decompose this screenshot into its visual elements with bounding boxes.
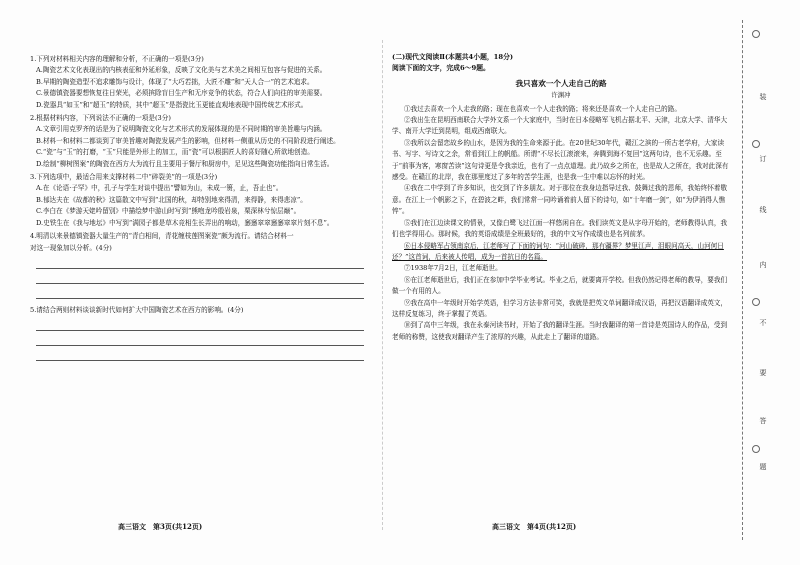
question-1-option-a: A.陶瓷艺术文化表现出的内核表征和外延形象，反映了文化美与艺术美之间相互包容与促进的关系。 xyxy=(36,66,327,75)
page-footer-left: 高三语文 第3页(共12页) xyxy=(118,522,203,531)
question-1 xyxy=(30,54,370,111)
question-1-option-c: C.景德镇瓷器要想恢复往日荣光，必须摈除盲目生产和无序竞争的状态，符合人们向往的审美需要。 xyxy=(36,89,327,98)
question-2-option-b: B.材料一和材料二都谈到了审美旨趣对陶瓷发展产生的影响，但材料一侧重从历史的不同阶段进行阐述。 xyxy=(36,136,340,145)
question-2-option-a: A.文章引用克罗齐的话是为了说明陶瓷文化与艺术形式的发展体现的是不同时期的审美旨趣与内涵。 xyxy=(36,125,327,134)
passage-paragraph: ⑩到了高中三年级，我在永泰河读书时，开始了我的翻译生涯。当时我翻译的第一首诗是英国诗人的作品，受到老师的称赞，这使我对翻译产生了浓厚的兴趣，从此走上了翻译的道路。 xyxy=(392,321,728,341)
question-1-option-b: B.早期的陶瓷造型不追求雕饰与设计，体现了“大巧若拙，大匠不雕”和“天人合一”的艺术追求。 xyxy=(36,77,314,86)
question-1-stem: 1.下列对材料相关内容的理解和分析，不正确的一项是(3分) xyxy=(30,55,204,63)
passage-paragraph: ⑤我们在江边读课文的情景，又像白鹭飞过江面一样悠闲自在。我们读英文是从字母开始的，老师教得认真，我们也学得用心。那时候，我的英语成绩是全班最好的，我的中文写作成绩也是名列前茅。 xyxy=(392,218,728,239)
binding-char: 题 xyxy=(759,463,767,471)
passage-paragraph: ④我在二中学到了许多知识，也交到了许多朋友。对于那位在我身边指导过我、鼓舞过我的恩师，我始终怀着敬意。在江上一个帆影之下，在碧波之畔，我们常常一同吟诵着前人留下的诗句，如“十年磨一剑”，如“为伊消得人憔悴”。 xyxy=(392,184,728,216)
question-2-stem: 2.根据材料内容，下列说法不正确的一项是(3分) xyxy=(30,114,171,123)
question-3-stem: 3.下列选项中，最适合用来支撑材料二中“碎裂美”的一项是(3分) xyxy=(30,173,218,182)
binding-char: 线 xyxy=(759,206,767,214)
reading-instruction: 阅读下面的文字，完成6～9题。 xyxy=(392,64,490,73)
page-divider xyxy=(382,40,383,530)
answer-line[interactable] xyxy=(36,254,364,269)
page-footer-right: 高三语文 第4页(共12页) xyxy=(492,522,577,531)
right-column xyxy=(392,52,730,343)
binding-hole-icon xyxy=(752,445,760,453)
passage-paragraph: ⑨我在高中一年级时开始学英语，但学习方法非常可笑，我就是把英文单词翻译成汉语，再把汉语翻译成英文，这样反复练习，终于掌握了英语。 xyxy=(392,298,728,318)
question-5 xyxy=(30,305,370,361)
question-4-stem-line2: 对这一现象加以分析。(4分) xyxy=(30,243,112,252)
passage-author: 许渊冲 xyxy=(551,91,571,100)
left-column xyxy=(30,52,370,361)
question-3-option-b: B.郁达夫在《故都的秋》这篇散文中写到“北国的秋，却特别地来得清，来得静，来得悲凉”。 xyxy=(36,195,307,204)
passage-paragraph: ①我过去喜欢一个人走我的路；现在也喜欢一个人走我的路；将来还是喜欢一个人走自己的路。 xyxy=(404,104,681,113)
passage-paragraph: ⑥日本侵略军占领南京后，江老师写了下面的词句：“河山破碎，那有疆界？梦里江声，泪眼问高天，山河何日还？”这首词，后来被人传唱，成为一首抗日的名篇。 xyxy=(392,241,724,261)
passage-paragraph: ②我出生在昆明西南联合大学外文系一个大家庭中，当时在日本侵略军飞机占据北平、天津，北京大学、清华大学、南开大学迁到昆明，组成西南联大。 xyxy=(392,116,728,136)
binding-char: 订 xyxy=(759,155,767,163)
binding-char: 不 xyxy=(759,319,767,327)
answer-line[interactable] xyxy=(36,346,364,361)
question-1-option-d: D.瓷器具“如玉”和“超玉”的特质，其中“超玉”是指瓷比玉更能直观地表现中国传统艺术形式。 xyxy=(36,100,308,109)
question-4-stem-line1: 4.明清以来景德镇瓷器大量生产的“青白相间，青花缠枝莲图案瓷”颇为流行。请结合材料一 xyxy=(30,232,294,241)
question-3-option-a: A.在《论语·子罕》中，孔子与学生对谈中提出“譬如为山，未成一篑，止，吾止也”。 xyxy=(36,184,283,193)
question-5-stem: 5.请结合两则材料谈谈新时代如何扩大中国陶瓷艺术在西方的影响。(4分) xyxy=(30,305,244,314)
passage-paragraph: ③我所以会留恋故乡的山水，是因为我的生命来源于此。在20世纪30年代，赣江之滨的一所古老学府，大家读书、写字、写诗文之余，常看到江上的帆船。所谓“不尽长江滚滚来，奔腾到海不复回”这两句诗，也不无乐趣。至于“前事为客，寒窗苦读”这句诗更是令我亲近，也有了一点点道理。此乃故乡之所在，也是故人之所在，我对此深有感受。在赣江的北岸，我在那里度过了多年的苦学生涯，也是我一生中难以忘怀的时光。 xyxy=(392,138,729,182)
answer-line[interactable] xyxy=(36,284,364,299)
passage-paragraph: ⑧在江老师逝世后，我们正在参加中学毕业考试。毕业之后，就要离开学校。但我仍然记得老师的教导，要我们做一个有用的人。 xyxy=(392,275,728,296)
passage-title: 我只喜欢一个人走自己的路 xyxy=(515,78,607,88)
answer-line[interactable] xyxy=(36,316,364,331)
question-2-option-d: D.绘制“柳树图案”的陶瓷在西方大为流行且主要用于餐厅和厨房中，足见这些陶瓷功能指向日常生活。 xyxy=(36,159,334,168)
binding-char: 要 xyxy=(759,369,767,377)
section-heading: (二)现代文阅读Ⅱ(本题共4小题，18分) xyxy=(392,53,514,61)
answer-line[interactable] xyxy=(36,331,364,346)
binding-char: 内 xyxy=(759,261,767,269)
binding-char: 答 xyxy=(759,417,767,425)
question-3-option-c: C.李白在《梦游天姥吟留别》中描绘梦中游山时写到“熊咆龙吟殷岩泉，栗深林兮惊层巅”。 xyxy=(36,207,301,216)
answer-line[interactable] xyxy=(36,269,364,284)
binding-hole-icon xyxy=(752,30,760,38)
question-4 xyxy=(30,231,370,299)
binding-hole-icon xyxy=(752,140,760,148)
question-3-option-d: D.史铁生在《我与地坛》中写到“满园子都是草木竞相生长弄出的响动，窸窸窣窣窸窸窣窣片刻不息”。 xyxy=(36,218,334,227)
passage-paragraph: ⑦1938年7月2日，江老师逝世。 xyxy=(404,264,502,273)
question-3 xyxy=(30,172,370,229)
question-2-option-c: C.“瓷”与“玉”的打磨，“玉”只能是外形上的加工，而“瓷”可以根据匠人的喜好随心所欲地创造。 xyxy=(36,148,314,157)
question-2 xyxy=(30,113,370,170)
binding-char: 装 xyxy=(759,93,767,101)
binding-hole-icon xyxy=(752,298,760,306)
